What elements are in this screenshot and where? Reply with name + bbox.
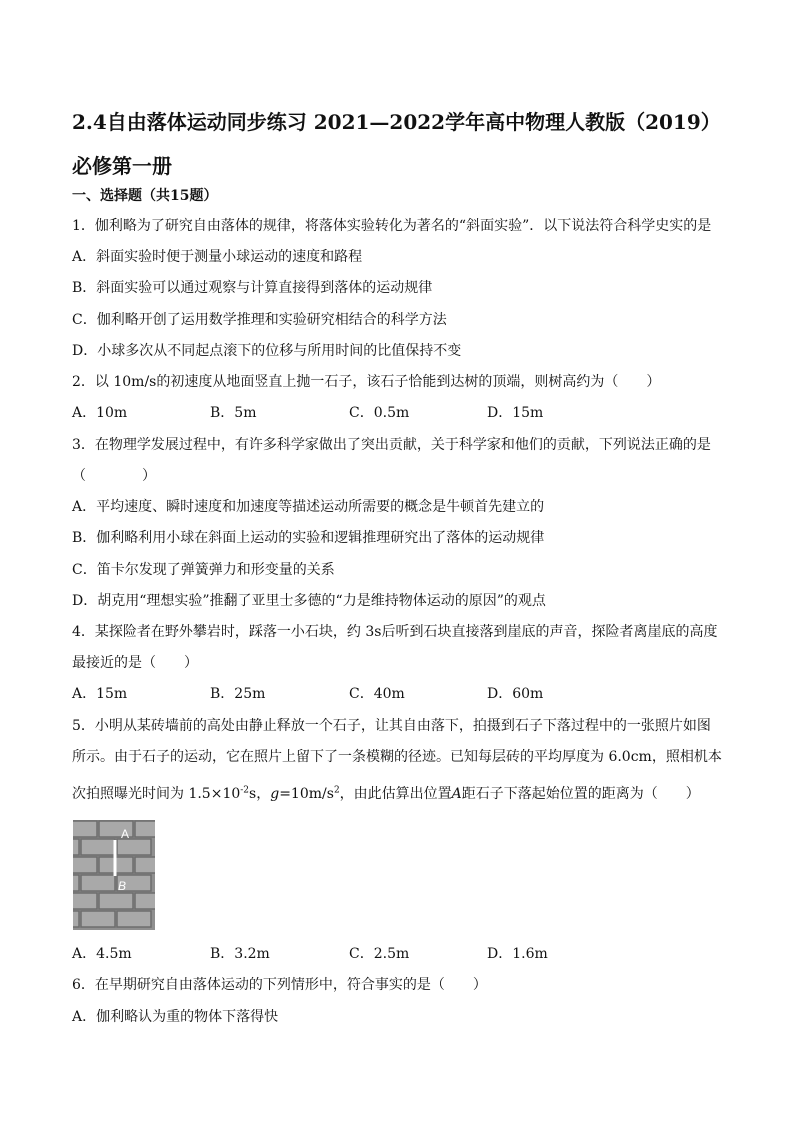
q5-stem-line3: 次拍照曝光时间为 $1.5\times 10^{-2}s$，$g=10m/s^2$，由此估算出位置A距石子下落起始位置的距离为（ ） [72, 785, 700, 802]
q3-option-a: A．平均速度、瞬时速度和加速度等描述运动所需要的概念是牛顿首先建立的 [72, 499, 545, 515]
q4-option-c: C．40m [349, 686, 405, 702]
q6-option-a: A．伽利略认为重的物体下落得快 [72, 1009, 279, 1025]
q4-option-a: A．15m [72, 686, 128, 702]
q1-stem: 1．伽利略为了研究自由落体的规律，将落体实验转化为著名的“斜面实验”．以下说法符合科学史实的是 [72, 218, 712, 234]
q2-stem: 2．以 10m/s的初速度从地面竖直上抛一石子，该石子恰能到达树的顶端，则树高约为（ ） [72, 374, 661, 390]
brick-wall-figure [73, 820, 155, 930]
section-heading: 一、选择题（共15题） [72, 188, 218, 204]
document-title: 2.4自由落体运动同步练习 2021—2022学年高中物理人教版（2019）必修第一册 [72, 110, 721, 178]
q3-option-d: D．胡克用“理想实验”推翻了亚里士多德的“力是维持物体运动的原因”的观点 [72, 593, 546, 609]
brick-wall-photo [73, 820, 155, 930]
q1-option-c: C．伽利略开创了运用数学推理和实验研究相结合的科学方法 [72, 312, 447, 328]
q3-option-b: B．伽利略利用小球在斜面上运动的实验和逻辑推理研究出了落体的运动规律 [72, 530, 545, 546]
q2-option-b: B．5m [210, 405, 257, 421]
q5-stem-line2: 所示。由于石子的运动，它在照片上留下了一条模糊的径迹。已知每层砖的平均厚度为 6.0cm，照相机本 [72, 749, 722, 765]
q6-stem: 6．在早期研究自由落体运动的下列情形中，符合事实的是（ ） [72, 977, 487, 993]
q2-option-d: D．15m [487, 405, 544, 421]
label-a: A [121, 827, 130, 841]
label-b: B [118, 879, 127, 893]
q3-option-c: C．笛卡尔发现了弹簧弹力和形变量的关系 [72, 562, 335, 578]
q2-option-c: C．0.5m [349, 405, 410, 421]
q5-stem-line1: 5．小明从某砖墙前的高处由静止释放一个石子，让其自由落下，拍摄到石子下落过程中的一张照片如图 [72, 718, 711, 734]
q5-option-c: C．2.5m [349, 946, 410, 962]
q4-option-d: D．60m [487, 686, 544, 702]
q4-stem-line1: 4．某探险者在野外攀岩时，踩落一小石块，约 3s后听到石块直接落到崖底的声音，探险者离崖底的高度 [72, 624, 718, 640]
q3-stem-line1: 3．在物理学发展过程中，有许多科学家做出了突出贡献，关于科学家和他们的贡献，下列说法正确的是 [72, 437, 711, 453]
q5-option-d: D．1.6m [487, 946, 548, 962]
q4-option-b: B．25m [210, 686, 266, 702]
q3-stem-line2: （ ） [72, 468, 156, 484]
q5-option-a: A．4.5m [72, 946, 132, 962]
q1-option-b: B．斜面实验可以通过观察与计算直接得到落体的运动规律 [72, 280, 433, 296]
q2-option-a: A．10m [72, 405, 128, 421]
q4-stem-line2: 最接近的是（ ） [72, 655, 198, 671]
q5-option-b: B．3.2m [210, 946, 270, 962]
q1-option-d: D．小球多次从不同起点滚下的位移与所用时间的比值保持不变 [72, 343, 462, 359]
q1-option-a: A．斜面实验时便于测量小球运动的速度和路程 [72, 249, 363, 265]
